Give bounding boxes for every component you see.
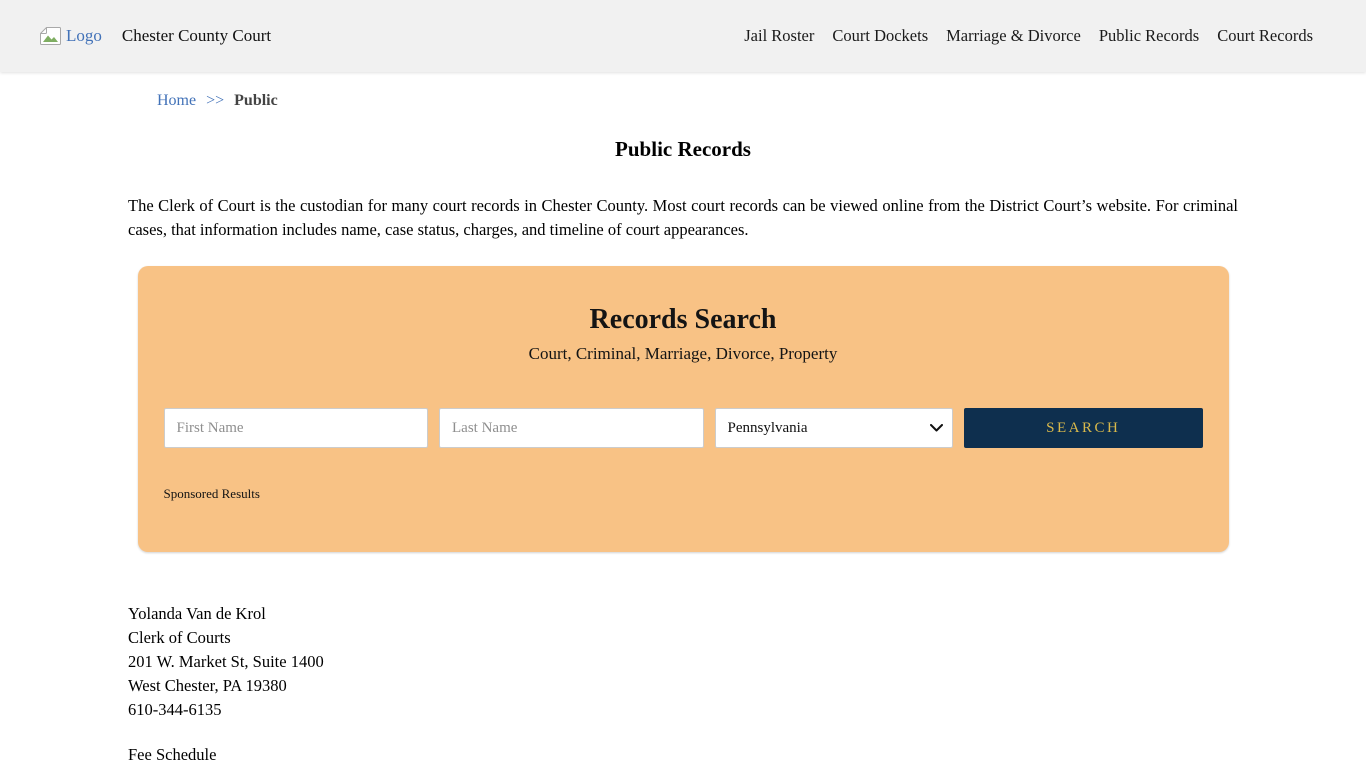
fee-schedule-link[interactable]: Fee Schedule [128, 745, 217, 764]
site-title: Chester County Court [121, 26, 272, 45]
records-search-form [164, 408, 1203, 448]
nav-item-public-records[interactable]: Public Records [1098, 26, 1200, 45]
breadcrumb-separator: >> [206, 92, 225, 109]
contact-phone: 610-344-6135 [128, 700, 222, 719]
breadcrumb-current: Public [234, 92, 278, 109]
contact-street: 201 W. Market St, Suite 1400 [128, 652, 324, 671]
records-search-title: Records Search [589, 304, 777, 335]
contact-block [128, 602, 1238, 767]
nav-item-court-dockets[interactable]: Court Dockets [832, 26, 929, 45]
intro-paragraph: The Clerk of Court is the custodian for many court records in Chester County. Most court records can be viewed online from the District Court’s website. For criminal cases, that information includes name, case status, charges, and timeline of court appearances. [128, 196, 1238, 239]
contact-city: West Chester, PA 19380 [128, 676, 287, 695]
state-select[interactable] [715, 408, 954, 448]
records-search-subtitle: Court, Criminal, Marriage, Divorce, Property [528, 344, 838, 363]
search-button[interactable]: SEARCH [964, 408, 1203, 448]
contact-name: Yolanda Van de Krol [128, 604, 266, 623]
last-name-input[interactable] [439, 408, 704, 448]
logo-link[interactable] [40, 26, 102, 46]
records-search-panel [138, 266, 1229, 552]
breadcrumb-home-link[interactable]: Home [157, 92, 197, 109]
main-nav [744, 26, 1313, 46]
sponsored-results-label: Sponsored Results [163, 486, 260, 501]
nav-item-marriage-divorce[interactable]: Marriage & Divorce [946, 26, 1081, 45]
logo-alt-text: Logo [66, 26, 102, 45]
state-select-wrap [715, 408, 954, 448]
nav-item-jail-roster[interactable]: Jail Roster [744, 26, 815, 45]
broken-image-icon [40, 27, 61, 46]
contact-role: Clerk of Courts [128, 628, 231, 647]
breadcrumb [157, 92, 1366, 110]
page-title: Public Records [615, 137, 751, 161]
site-header [0, 0, 1366, 72]
first-name-input[interactable] [164, 408, 429, 448]
nav-item-court-records[interactable]: Court Records [1217, 26, 1313, 45]
